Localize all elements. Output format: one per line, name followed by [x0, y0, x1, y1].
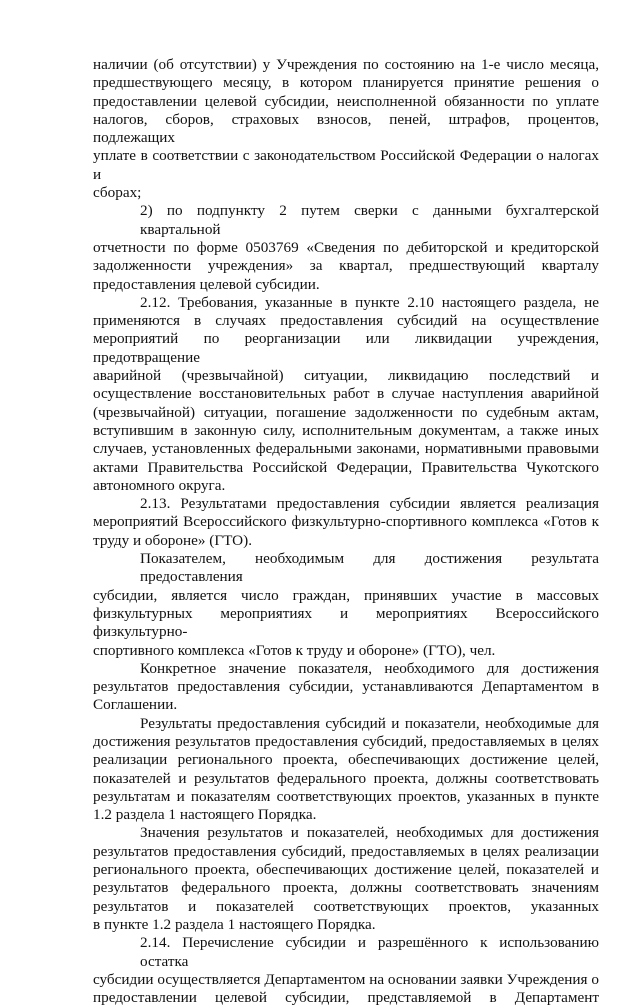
text-line: Результаты предоставления субсидий и показатели, необходимые для	[140, 714, 599, 732]
text-line: автономного округа.	[93, 476, 226, 494]
paragraph-indicator	[93, 550, 599, 660]
text-line: мероприятий Всероссийского физкультурно-спортивного комплекса «Готов к	[93, 513, 599, 531]
text-line: регионального проекта, обеспечивающих достижение целей, показателей и	[93, 861, 599, 879]
text-line: результатов и показателей соответствующих проектов, указанных	[93, 897, 599, 915]
text-line: актами Правительства Российской Федерации, Правительства Чукотского	[93, 458, 599, 476]
text-line: налогов, сборов, страховых взносов, пеней, штрафов, процентов, подлежащих	[93, 110, 599, 147]
paragraph-2-12	[93, 294, 599, 495]
text-line: субсидии осуществляется Департаментом на основании заявки Учреждения о	[93, 970, 599, 988]
text-line: физкультурных мероприятиях и мероприятиях Всероссийского физкультурно-	[93, 604, 599, 641]
text-line: мероприятий по реорганизации или ликвидации учреждения, предотвращение	[93, 330, 599, 366]
text-line: результатов федерального проекта, должны соответствовать значениям	[93, 879, 599, 897]
paragraph-values-regional-project	[93, 824, 599, 934]
text-line: предоставления целевой субсидии.	[93, 275, 320, 293]
paragraph-2-14	[93, 934, 599, 1007]
text-line: задолженности учреждения» за квартал, предшествующий кварталу	[93, 257, 599, 275]
text-line: сборах;	[93, 184, 142, 202]
text-line: уплате в соответствии с законодательством Российской Федерации о налогах и	[93, 147, 599, 183]
text-line: спортивного комплекса «Готов к труду и обороне» (ГТО), чел.	[93, 641, 496, 659]
text-line: Соглашении.	[93, 696, 178, 714]
text-line: наличии (об отсутствии) у Учреждения по состоянию на 1-е число месяца,	[93, 56, 599, 73]
text-line: в пункте 1.2 раздела 1 настоящего Порядка.	[93, 915, 376, 933]
text-line: Конкретное значение показателя, необходимого для достижения	[140, 659, 599, 677]
text-line: 1.2 раздела 1 настоящего Порядка.	[93, 806, 317, 824]
text-line: результатов предоставления субсидии, устанавливаются Департаментом в	[93, 678, 599, 696]
text-line: достижения результатов предоставления субсидий, предоставляемых в целях	[93, 732, 599, 750]
paragraph-indicator-value	[93, 660, 599, 715]
text-line: предшествующего месяцу, в котором планируется принятие решения о	[93, 74, 599, 92]
paragraph-2-13	[93, 495, 599, 550]
text-line: 2.12. Требования, указанные в пункте 2.10 настоящего раздела, не	[140, 293, 599, 311]
text-line: применяются в случаях предоставления субсидий на осуществление	[93, 312, 599, 330]
paragraph-results-regional-project	[93, 715, 599, 825]
text-line: 2) по подпункту 2 путем сверки с данными бухгалтерской квартальной	[140, 202, 599, 238]
text-line: аварийной (чрезвычайной) ситуации, ликвидацию последствий и	[93, 367, 599, 385]
text-line: 2.13. Результатами предоставления субсидии является реализация	[140, 495, 599, 513]
text-line: (чрезвычайной) ситуации, погашение задолженности по судебным актам,	[93, 403, 599, 421]
text-line: предоставлении целевой субсидии, неисполненной обязанности по уплате	[93, 92, 599, 110]
text-line: реализации регионального проекта, обеспечивающих достижение целей,	[93, 751, 599, 769]
text-line: осуществление восстановительных работ в случае наступления аварийной	[93, 385, 599, 403]
text-line: результатов предоставления субсидий, предоставляемых в целях реализации	[93, 842, 599, 860]
text-line: субсидии, является число граждан, принявших участие в массовых	[93, 586, 599, 604]
text-line: отчетности по форме 0503769 «Сведения по дебиторской и кредиторской	[93, 238, 599, 256]
text-line: Показателем, необходимым для достижения результата предоставления	[140, 550, 599, 586]
text-line: результатам и показателям соответствующих проектов, указанных в пункте	[93, 787, 599, 805]
text-line: показателей и результатов федерального проекта, должны соответствовать	[93, 769, 599, 787]
text-line: вступившим в законную силу, исполнительным документам, а также иных	[93, 421, 599, 439]
paragraph-tax-debt-check	[93, 56, 599, 202]
paragraph-subitem-2	[93, 202, 599, 293]
text-line: 2.14. Перечисление субсидии и разрешённого к использованию остатка	[140, 934, 599, 970]
text-line: труду и обороне» (ГТО).	[93, 531, 252, 549]
text-line: предоставлении целевой субсидии, представляемой в Департамент	[93, 989, 599, 1007]
text-line: Значения результатов и показателей, необходимых для достижения	[140, 824, 599, 842]
text-line: случаев, установленных федеральными законами, нормативными правовыми	[93, 440, 599, 458]
